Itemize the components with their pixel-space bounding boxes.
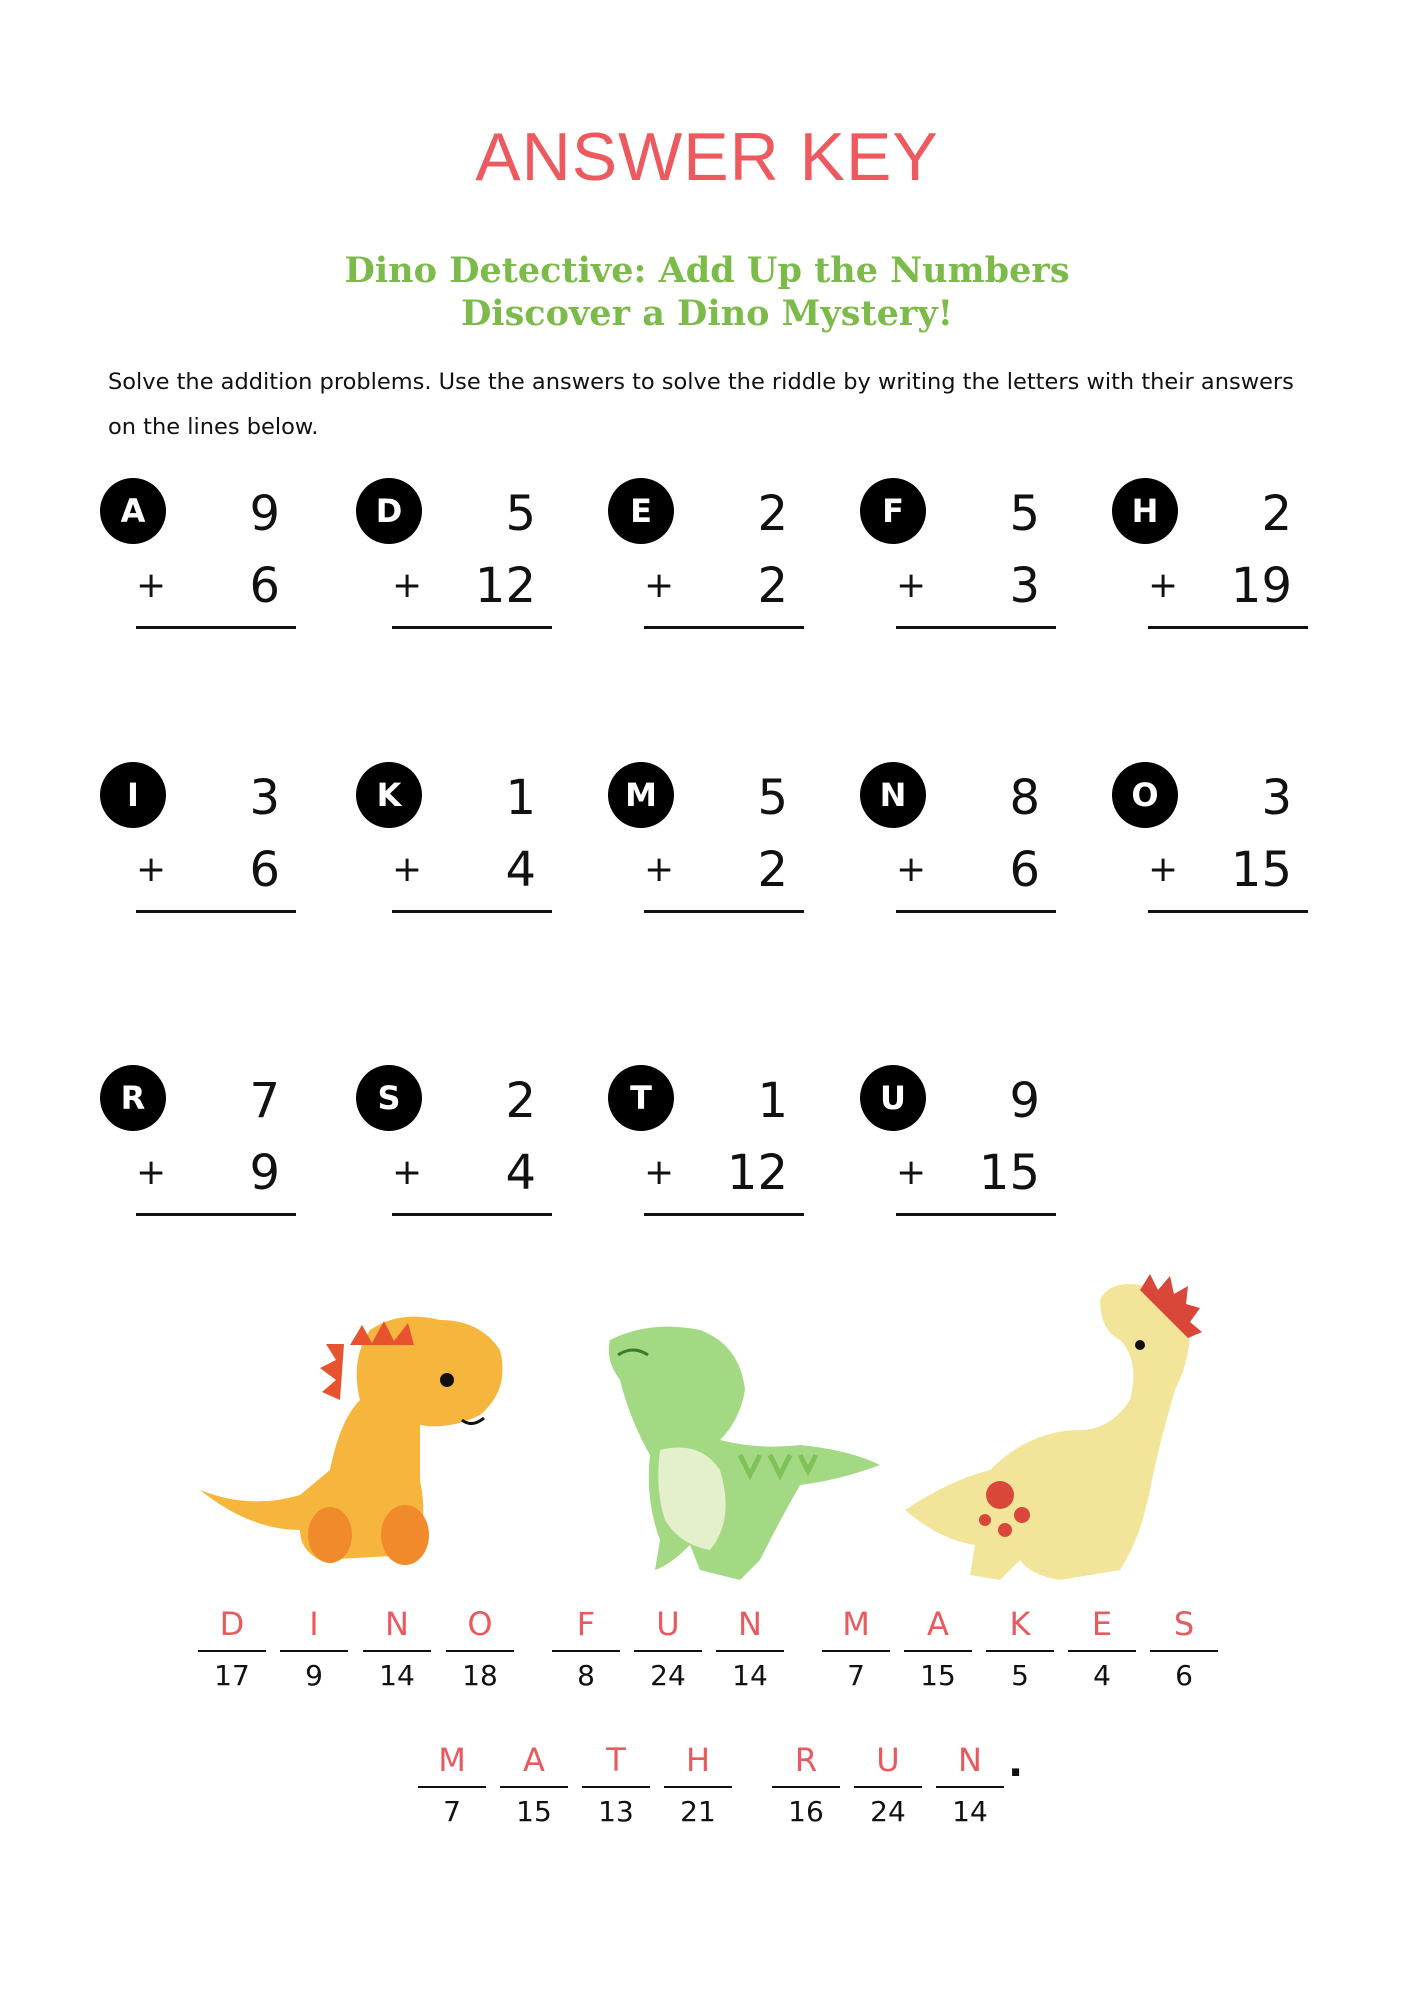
problem-letter-badge: T: [608, 1065, 674, 1131]
riddle-letter: O: [467, 1605, 493, 1643]
problem-letter-badge: O: [1112, 762, 1178, 828]
riddle-slot: [854, 1740, 922, 1840]
problem-bottom-number: 15: [978, 1145, 1040, 1201]
plus-sign: +: [392, 849, 423, 890]
riddle-line: [772, 1786, 840, 1788]
problem-letter-badge: A: [100, 478, 166, 544]
riddle-slot: [198, 1604, 266, 1704]
problem-letter-badge: H: [1112, 478, 1178, 544]
problem-bottom-number: 19: [1230, 558, 1292, 614]
riddle-code: 7: [443, 1795, 461, 1828]
instructions: Solve the addition problems. Use the answers to solve the riddle by writing the letters with their answers on the lines below.: [108, 369, 1294, 440]
problem-letter-badge: I: [100, 762, 166, 828]
subtitle-line-1: Dino Detective: Add Up the Numbers: [344, 250, 1070, 291]
plus-sign: +: [136, 565, 167, 606]
plus-sign: +: [136, 1152, 167, 1193]
riddle-line: [634, 1650, 702, 1652]
plus-sign: +: [896, 849, 927, 890]
riddle-line: [936, 1786, 1004, 1788]
riddle-letter: N: [385, 1605, 409, 1643]
riddle-line: [500, 1786, 568, 1788]
riddle-code: 15: [920, 1659, 956, 1692]
riddle-line: [552, 1650, 620, 1652]
riddle-line: [363, 1650, 431, 1652]
riddle-letter: D: [219, 1605, 245, 1643]
riddle-code: 6: [1175, 1659, 1193, 1692]
plus-sign: +: [136, 849, 167, 890]
plus-sign: +: [1148, 565, 1179, 606]
riddle-letter: N: [738, 1605, 762, 1643]
plus-sign: +: [392, 565, 423, 606]
riddle-slot: [1068, 1604, 1136, 1704]
riddle-code: 21: [680, 1795, 716, 1828]
problem-letter-badge: U: [860, 1065, 926, 1131]
riddle-letter: M: [438, 1741, 466, 1779]
riddle-code: 4: [1093, 1659, 1111, 1692]
riddle-letter: T: [606, 1741, 626, 1779]
problem-letter-badge: S: [356, 1065, 422, 1131]
problem-top-number: 9: [1009, 1073, 1040, 1129]
problem-top-number: 9: [249, 486, 280, 542]
riddle-slot: [716, 1604, 784, 1704]
riddle-slot: [582, 1740, 650, 1840]
riddle-line: [904, 1650, 972, 1652]
problem-top-number: 1: [757, 1073, 788, 1129]
riddle-slot: [634, 1604, 702, 1704]
problem-top-number: 2: [1261, 486, 1292, 542]
problem-letter-badge: M: [608, 762, 674, 828]
problem-top-number: 8: [1009, 770, 1040, 826]
riddle-letter: F: [576, 1605, 596, 1643]
riddle-letter: M: [842, 1605, 870, 1643]
riddle-letter: U: [656, 1605, 680, 1643]
riddle-letter: A: [927, 1605, 949, 1643]
riddle-end-period: .: [1008, 1740, 1024, 1786]
riddle-slot: [936, 1740, 1004, 1840]
plus-sign: +: [644, 1152, 675, 1193]
riddle-line: [418, 1786, 486, 1788]
problem-bottom-number: 9: [249, 1145, 280, 1201]
riddle-line: [280, 1650, 348, 1652]
riddle-code: 7: [847, 1659, 865, 1692]
plus-sign: +: [392, 1152, 423, 1193]
riddle-line: [716, 1650, 784, 1652]
riddle-code: 14: [379, 1659, 415, 1692]
riddle-letter: R: [794, 1741, 818, 1779]
riddle-slot: [986, 1604, 1054, 1704]
riddle-line: [986, 1650, 1054, 1652]
riddle-line: [582, 1786, 650, 1788]
riddle-slot: [772, 1740, 840, 1840]
plus-sign: +: [644, 849, 675, 890]
problem-letter-badge: F: [860, 478, 926, 544]
riddle-letter: E: [1091, 1605, 1113, 1643]
riddle-code: 9: [305, 1659, 323, 1692]
riddle-line: [446, 1650, 514, 1652]
problem-bottom-number: 12: [474, 558, 536, 614]
green-dinosaur-icon: [609, 1327, 880, 1580]
riddle-code: 13: [598, 1795, 634, 1828]
problem-letter-badge: E: [608, 478, 674, 544]
plus-sign: +: [644, 565, 675, 606]
problem-top-number: 2: [757, 486, 788, 542]
problem-top-number: 1: [505, 770, 536, 826]
plus-sign: +: [896, 565, 927, 606]
riddle-slot: [500, 1740, 568, 1840]
riddle-code: 18: [462, 1659, 498, 1692]
riddle-letter: I: [309, 1605, 319, 1643]
riddle-code: 8: [577, 1659, 595, 1692]
riddle-line: [1150, 1650, 1218, 1652]
orange-dinosaur-icon: [200, 1317, 503, 1565]
problem-bottom-number: 12: [726, 1145, 788, 1201]
riddle-slot: [418, 1740, 486, 1840]
yellow-dinosaur-icon: [905, 1274, 1202, 1580]
problem-bottom-number: 6: [1009, 842, 1040, 898]
problem-bottom-number: 4: [505, 842, 536, 898]
problem-letter-badge: D: [356, 478, 422, 544]
problem-letter-badge: R: [100, 1065, 166, 1131]
problem-bottom-number: 2: [757, 842, 788, 898]
problem-bottom-number: 6: [249, 842, 280, 898]
problem-letter-badge: K: [356, 762, 422, 828]
problem-letter-badge: N: [860, 762, 926, 828]
problem-top-number: 7: [249, 1073, 280, 1129]
riddle-letter: A: [523, 1741, 545, 1779]
riddle-code: 17: [214, 1659, 250, 1692]
riddle-code: 14: [732, 1659, 768, 1692]
riddle-line: [854, 1786, 922, 1788]
riddle-code: 24: [870, 1795, 906, 1828]
riddle-slot: [552, 1604, 620, 1704]
riddle-line: [1068, 1650, 1136, 1652]
problem-top-number: 5: [1009, 486, 1040, 542]
problem-top-number: 2: [505, 1073, 536, 1129]
riddle-slot: [822, 1604, 890, 1704]
riddle-slot: [904, 1604, 972, 1704]
riddle-code: 24: [650, 1659, 686, 1692]
problem-top-number: 3: [1261, 770, 1292, 826]
problem-bottom-number: 4: [505, 1145, 536, 1201]
riddle-letter: K: [1009, 1605, 1031, 1643]
riddle-slot: [1150, 1604, 1218, 1704]
riddle-slot: [664, 1740, 732, 1840]
problem-top-number: 3: [249, 770, 280, 826]
plus-sign: +: [1148, 849, 1179, 890]
problem-bottom-number: 3: [1009, 558, 1040, 614]
riddle-line: [198, 1650, 266, 1652]
problem-bottom-number: 15: [1230, 842, 1292, 898]
riddle-letter: U: [876, 1741, 900, 1779]
riddle-line: [664, 1786, 732, 1788]
subtitle-line-2: Discover a Dino Mystery!: [460, 293, 954, 334]
riddle-line: [822, 1650, 890, 1652]
riddle-slot: [280, 1604, 348, 1704]
problem-bottom-number: 2: [757, 558, 788, 614]
riddle-letter: H: [685, 1741, 711, 1779]
problem-top-number: 5: [505, 486, 536, 542]
problem-bottom-number: 6: [249, 558, 280, 614]
riddle-code: 14: [952, 1795, 988, 1828]
plus-sign: +: [896, 1152, 927, 1193]
riddle-code: 5: [1011, 1659, 1029, 1692]
riddle-code: 16: [788, 1795, 824, 1828]
riddle-slot: [446, 1604, 514, 1704]
riddle-letter: N: [958, 1741, 982, 1779]
page-title: ANSWER KEY: [475, 119, 939, 195]
riddle-code: 15: [516, 1795, 552, 1828]
riddle-slot: [363, 1604, 431, 1704]
problem-top-number: 5: [757, 770, 788, 826]
riddle-letter: S: [1173, 1605, 1195, 1643]
